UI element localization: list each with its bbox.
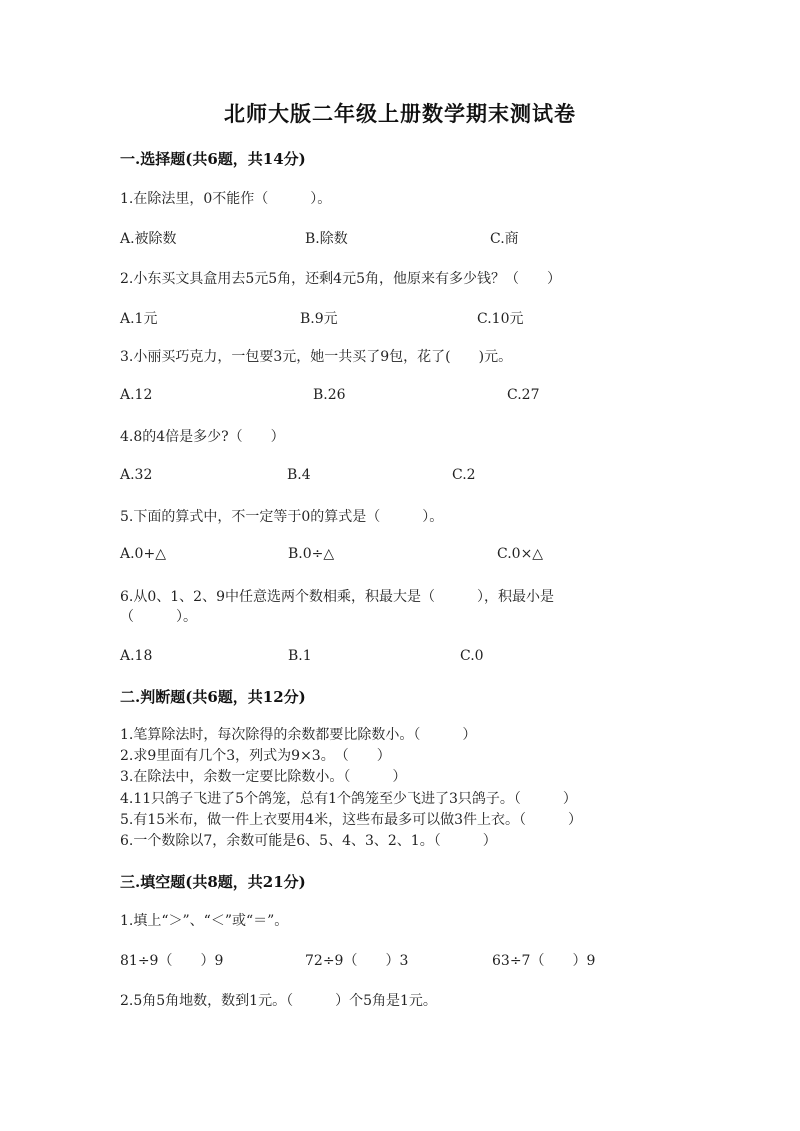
compare-item: 81÷9（ ）9 (120, 953, 224, 969)
question-text: 4.8的4倍是多少?（ ） (120, 429, 285, 445)
option-a: A.18 (120, 648, 153, 664)
option-c: C.2 (452, 467, 476, 483)
question-text: 6.从0、1、2、9中任意选两个数相乘，积最大是（ ），积最小是 (120, 589, 554, 605)
option-a: A.32 (120, 467, 153, 483)
judge-item: 6.一个数除以7，余数可能是6、5、4、3、2、1。（ ） (120, 833, 497, 849)
option-a: A.被除数 (120, 231, 177, 247)
option-a: A.12 (120, 387, 153, 403)
judge-item: 4.11只鸽子飞进了5个鸽笼，总有1个鸽笼至少飞进了3只鸽子。（ ） (120, 791, 577, 807)
question-text: 2.小东买文具盒用去5元5角，还剩4元5角，他原来有多少钱？（ ） (120, 271, 561, 287)
option-a: A.1元 (120, 311, 158, 327)
question-text: 1.填上“＞”、“＜”或“＝”。 (120, 913, 289, 929)
section-heading-judge: 二.判断题(共6题，共12分) (120, 688, 306, 706)
page-title: 北师大版二年级上册数学期末测试卷 (224, 101, 576, 126)
option-c: C.0×△ (497, 546, 544, 562)
judge-item: 1.笔算除法时，每次除得的余数都要比除数小。（ ） (120, 727, 477, 743)
option-b: B.26 (313, 387, 346, 403)
section-heading-fill: 三.填空题(共8题，共21分) (120, 873, 306, 891)
question-text: 5.下面的算式中，不一定等于0的算式是（ ）。 (120, 509, 444, 525)
question-text: 3.小丽买巧克力，一包要3元，她一共买了9包，花了( )元。 (120, 349, 513, 365)
option-c: C.10元 (477, 311, 524, 327)
option-b: B.4 (287, 467, 311, 483)
option-c: C.0 (460, 648, 484, 664)
question-text: 1.在除法里，0不能作（ ）。 (120, 191, 332, 207)
option-a: A.0+△ (120, 546, 166, 562)
option-c: C.27 (507, 387, 540, 403)
compare-item: 72÷9（ ）3 (305, 953, 409, 969)
option-b: B.9元 (300, 311, 338, 327)
question-text: 2.5角5角地数，数到1元。（ ）个5角是1元。 (120, 993, 437, 1009)
judge-item: 3.在除法中，余数一定要比除数小。（ ） (120, 769, 407, 785)
compare-item: 63÷7（ ）9 (492, 953, 596, 969)
option-b: B.除数 (305, 231, 348, 247)
option-b: B.1 (288, 648, 312, 664)
question-text-continued: （ ）。 (120, 609, 197, 625)
judge-item: 5.有15米布，做一件上衣要用4米，这些布最多可以做3件上衣。（ ） (120, 812, 582, 828)
judge-item: 2.求9里面有几个3，列式为9×3。 （ ） (120, 748, 391, 764)
option-b: B.0÷△ (288, 546, 335, 562)
section-heading-choice: 一.选择题(共6题，共14分) (120, 150, 306, 168)
option-c: C.商 (490, 231, 519, 247)
